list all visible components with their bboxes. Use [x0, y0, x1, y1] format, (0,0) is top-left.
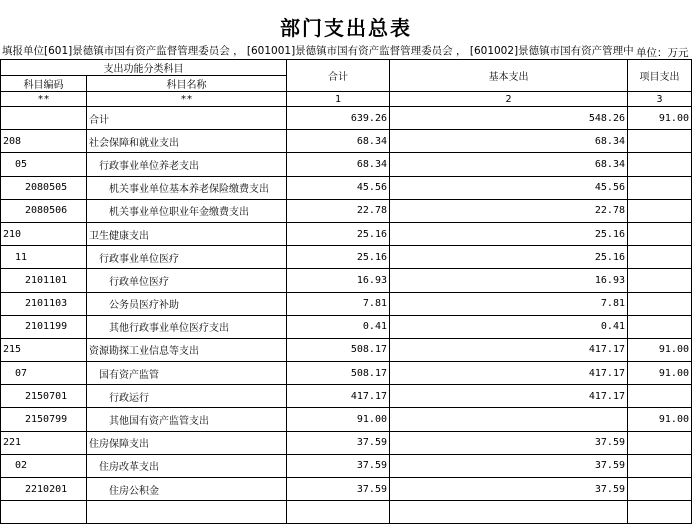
- table-row: [1, 431, 692, 454]
- header-num-1: 1: [287, 92, 390, 107]
- cell-total: 45.56: [287, 176, 390, 199]
- cell-basic: 417.17: [390, 385, 628, 408]
- cell-project: [628, 478, 692, 501]
- cell-total: 37.59: [287, 478, 390, 501]
- cell-project: [628, 385, 692, 408]
- table-row: [1, 153, 692, 176]
- cell-project: 91.00: [628, 338, 692, 361]
- cell-project: [628, 246, 692, 269]
- cell-total: 0.41: [287, 315, 390, 338]
- table-row: [1, 107, 692, 130]
- cell-basic: 548.26: [390, 107, 628, 130]
- cell-total: 508.17: [287, 362, 390, 385]
- table-row: [1, 454, 692, 477]
- cell-project: [628, 454, 692, 477]
- cell-name: 住房改革支出: [87, 454, 287, 477]
- cell-total: 22.78: [287, 199, 390, 222]
- header-group: 支出功能分类科目: [1, 60, 287, 76]
- cell-name: 卫生健康支出: [87, 222, 287, 245]
- cell-code: 11: [1, 246, 87, 269]
- cell-code: [1, 107, 87, 130]
- table-row: [1, 385, 692, 408]
- cell-total: 508.17: [287, 338, 390, 361]
- header-star-1: **: [1, 92, 87, 107]
- cell-project: 91.00: [628, 408, 692, 431]
- cell-basic: 7.81: [390, 292, 628, 315]
- cell-code: 07: [1, 362, 87, 385]
- cell-total: 417.17: [287, 385, 390, 408]
- cell-name: 机关事业单位基本养老保险缴费支出: [87, 176, 287, 199]
- cell-name: 行政事业单位医疗: [87, 246, 287, 269]
- header-num-3: 3: [628, 92, 692, 107]
- table-row: [1, 176, 692, 199]
- cell-basic: 22.78: [390, 199, 628, 222]
- cell-code: 2150701: [1, 385, 87, 408]
- cell-total: 25.16: [287, 246, 390, 269]
- cell-name: 住房公积金: [87, 478, 287, 501]
- cell-project: [628, 431, 692, 454]
- cell-basic: 25.16: [390, 222, 628, 245]
- cell-code: 2210201: [1, 478, 87, 501]
- cell-code: 2080505: [1, 176, 87, 199]
- cell-name: [87, 501, 287, 524]
- cell-project: [628, 501, 692, 524]
- cell-project: [628, 292, 692, 315]
- cell-project: [628, 199, 692, 222]
- cell-project: 91.00: [628, 107, 692, 130]
- cell-basic: 68.34: [390, 130, 628, 153]
- cell-total: 25.16: [287, 222, 390, 245]
- cell-code: 2101101: [1, 269, 87, 292]
- unit-label: 单位：万元: [636, 47, 689, 59]
- report-title: 部门支出总表: [280, 16, 412, 40]
- cell-name: 国有资产监管: [87, 362, 287, 385]
- table-row: [1, 501, 692, 524]
- cell-total: 68.34: [287, 130, 390, 153]
- cell-name: 机关事业单位职业年金缴费支出: [87, 199, 287, 222]
- cell-basic: 0.41: [390, 315, 628, 338]
- cell-name: 其他行政事业单位医疗支出: [87, 315, 287, 338]
- header-num-2: 2: [390, 92, 628, 107]
- table-row: [1, 408, 692, 431]
- filler-unit-line: 填报单位[601]景德镇市国有资产监督管理委员会 ， [601001]景德镇市国有资产监督管理委员会 ， [601002]景德镇市国有资产管理中: [2, 45, 634, 57]
- cell-basic: 16.93: [390, 269, 628, 292]
- cell-basic: [390, 408, 628, 431]
- table-row: [1, 478, 692, 501]
- cell-name: 其他国有资产监管支出: [87, 408, 287, 431]
- header-code: 科目编码: [1, 76, 87, 92]
- table-row: [1, 199, 692, 222]
- cell-basic: [390, 501, 628, 524]
- cell-total: 37.59: [287, 454, 390, 477]
- cell-code: 215: [1, 338, 87, 361]
- cell-code: 2101103: [1, 292, 87, 315]
- header-project: 项目支出: [628, 60, 692, 92]
- cell-name: 合计: [87, 107, 287, 130]
- cell-basic: 68.34: [390, 153, 628, 176]
- cell-code: 2080506: [1, 199, 87, 222]
- cell-code: 208: [1, 130, 87, 153]
- cell-total: 7.81: [287, 292, 390, 315]
- cell-total: 639.26: [287, 107, 390, 130]
- cell-project: [628, 153, 692, 176]
- table-row: [1, 222, 692, 245]
- header-total: 合计: [287, 60, 390, 92]
- cell-total: [287, 501, 390, 524]
- cell-name: 住房保障支出: [87, 431, 287, 454]
- cell-total: 16.93: [287, 269, 390, 292]
- cell-project: [628, 269, 692, 292]
- cell-project: [628, 222, 692, 245]
- cell-project: [628, 130, 692, 153]
- cell-total: 68.34: [287, 153, 390, 176]
- cell-name: 行政运行: [87, 385, 287, 408]
- cell-basic: 37.59: [390, 478, 628, 501]
- header-name: 科目名称: [87, 76, 287, 92]
- expenditure-table: [0, 59, 692, 524]
- table-row: [1, 269, 692, 292]
- cell-basic: 37.59: [390, 431, 628, 454]
- cell-name: 资源勘探工业信息等支出: [87, 338, 287, 361]
- table-row: [1, 246, 692, 269]
- table-row: [1, 338, 692, 361]
- cell-code: 2150799: [1, 408, 87, 431]
- cell-code: 221: [1, 431, 87, 454]
- cell-code: 2101199: [1, 315, 87, 338]
- cell-code: [1, 501, 87, 524]
- header-star-2: **: [87, 92, 287, 107]
- cell-total: 37.59: [287, 431, 390, 454]
- cell-name: 行政单位医疗: [87, 269, 287, 292]
- cell-name: 社会保障和就业支出: [87, 130, 287, 153]
- cell-basic: 25.16: [390, 246, 628, 269]
- table-row: [1, 315, 692, 338]
- cell-basic: 37.59: [390, 454, 628, 477]
- cell-total: 91.00: [287, 408, 390, 431]
- table-row: [1, 362, 692, 385]
- cell-basic: 417.17: [390, 362, 628, 385]
- cell-project: [628, 176, 692, 199]
- cell-project: 91.00: [628, 362, 692, 385]
- cell-project: [628, 315, 692, 338]
- cell-code: 210: [1, 222, 87, 245]
- cell-name: 行政事业单位养老支出: [87, 153, 287, 176]
- header-basic: 基本支出: [390, 60, 628, 92]
- cell-code: 05: [1, 153, 87, 176]
- table-row: [1, 130, 692, 153]
- cell-basic: 417.17: [390, 338, 628, 361]
- table-row: [1, 292, 692, 315]
- cell-code: 02: [1, 454, 87, 477]
- cell-name: 公务员医疗补助: [87, 292, 287, 315]
- cell-basic: 45.56: [390, 176, 628, 199]
